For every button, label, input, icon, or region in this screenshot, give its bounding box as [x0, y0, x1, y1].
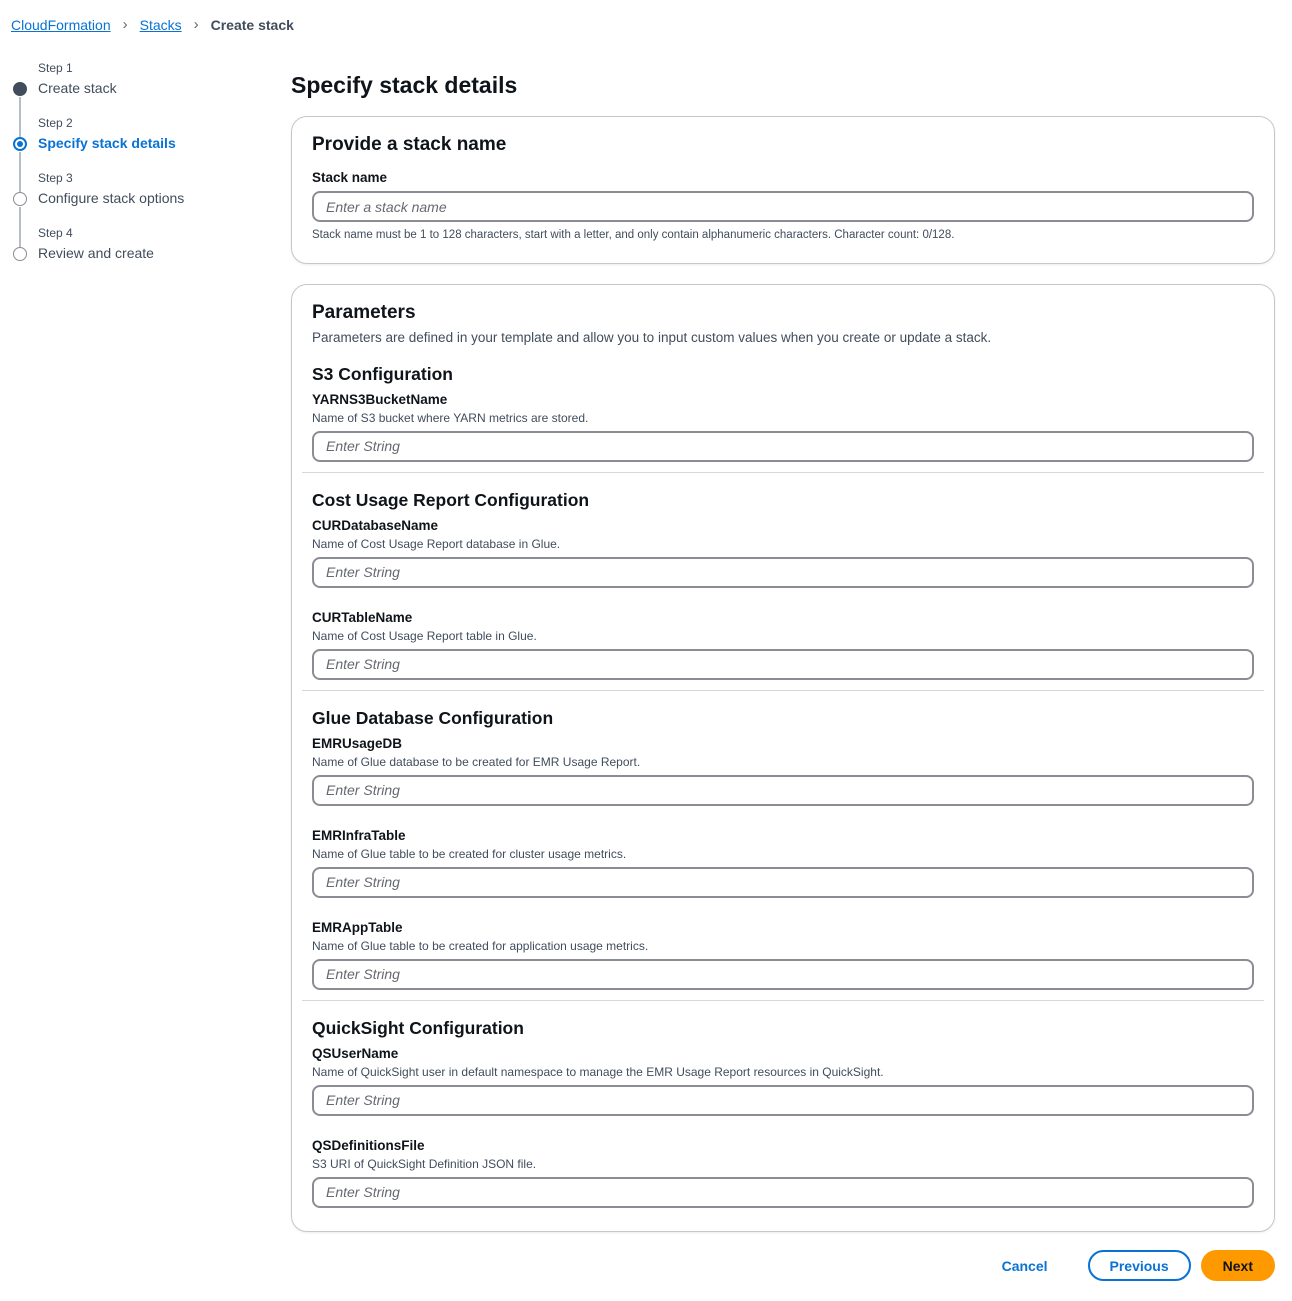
step-label: Configure stack options	[38, 190, 185, 206]
parameter-field	[312, 391, 1254, 462]
input-placeholder: Enter String	[326, 1092, 400, 1108]
next-button[interactable]: Next	[1201, 1250, 1275, 1281]
section-title: S3 Configuration	[312, 364, 453, 384]
step-number: Step 4	[38, 226, 73, 240]
breadcrumb	[11, 16, 294, 33]
section-title: QuickSight Configuration	[312, 1018, 524, 1038]
section-title: Cost Usage Report Configuration	[312, 490, 590, 510]
parameter-input[interactable]	[312, 557, 1254, 588]
wizard-steps	[12, 60, 272, 280]
step-4	[12, 225, 272, 280]
field-description: Name of Glue table to be created for cluster usage metrics.	[312, 847, 627, 861]
wizard-actions	[982, 1250, 1275, 1281]
section-title: Glue Database Configuration	[312, 708, 554, 728]
breadcrumb-current: Create stack	[210, 16, 294, 33]
parameter-field	[312, 827, 1254, 898]
parameter-field	[312, 735, 1254, 806]
parameters-panel	[291, 284, 1275, 1232]
parameters-description: Parameters are defined in your template and allow you to input custom values when you create or update a stack.	[312, 330, 992, 345]
step-number: Step 1	[38, 61, 73, 75]
input-placeholder: Enter String	[326, 656, 400, 672]
field-description: Name of QuickSight user in default namespace to manage the EMR Usage Report resources in QuickSight.	[312, 1065, 884, 1079]
page-title: Specify stack details	[291, 72, 518, 98]
field-label: EMRInfraTable	[312, 828, 406, 843]
field-description: Name of S3 bucket where YARN metrics are stored.	[312, 411, 589, 425]
parameter-section	[312, 348, 1254, 462]
stack-name-panel	[291, 116, 1275, 264]
parameter-input[interactable]	[312, 649, 1254, 680]
step-pending-icon	[13, 192, 27, 206]
step-2[interactable]	[12, 115, 272, 170]
step-active-icon	[13, 137, 27, 151]
parameter-field	[312, 1137, 1254, 1208]
parameter-input[interactable]	[312, 867, 1254, 898]
parameter-field	[312, 609, 1254, 680]
parameter-field	[312, 919, 1254, 990]
input-placeholder: Enter String	[326, 564, 400, 580]
parameter-section	[312, 691, 1254, 990]
input-placeholder: Enter String	[326, 966, 400, 982]
parameter-section	[312, 1001, 1254, 1208]
main-content	[291, 70, 1275, 1232]
breadcrumb-stacks[interactable]: Stacks	[139, 16, 182, 33]
field-label: YARNS3BucketName	[312, 392, 448, 407]
field-description: Name of Cost Usage Report table in Glue.	[312, 629, 537, 643]
parameter-field	[312, 1045, 1254, 1116]
input-placeholder: Enter String	[326, 782, 400, 798]
stack-name-input[interactable]	[312, 191, 1254, 222]
field-description: Name of Glue database to be created for EMR Usage Report.	[312, 755, 641, 769]
stack-name-hint: Stack name must be 1 to 128 characters, start with a letter, and only contain alphanumeric characters. Character count: 0/128.	[312, 229, 955, 241]
field-description: Name of Cost Usage Report database in Glue.	[312, 537, 561, 551]
cancel-button[interactable]: Cancel	[982, 1250, 1068, 1281]
panel-title: Provide a stack name	[312, 134, 507, 155]
step-3	[12, 170, 272, 225]
field-label: EMRUsageDB	[312, 736, 403, 751]
input-placeholder: Enter String	[326, 874, 400, 890]
step-label: Specify stack details	[38, 135, 176, 151]
previous-button[interactable]: Previous	[1088, 1250, 1191, 1281]
stack-name-label: Stack name	[312, 170, 388, 185]
step-label: Create stack	[38, 80, 117, 96]
parameter-input[interactable]	[312, 1085, 1254, 1116]
chevron-right-icon: ›	[193, 16, 199, 33]
panel-title: Parameters	[312, 302, 416, 323]
field-label: CURTableName	[312, 610, 413, 625]
field-label: QSDefinitionsFile	[312, 1138, 425, 1153]
parameter-section	[312, 473, 1254, 680]
input-placeholder: Enter String	[326, 438, 400, 454]
input-placeholder: Enter String	[326, 1184, 400, 1200]
breadcrumb-cloudformation[interactable]: CloudFormation	[11, 16, 111, 33]
step-pending-icon	[13, 247, 27, 261]
step-label: Review and create	[38, 245, 154, 261]
step-done-icon	[13, 82, 27, 96]
parameter-input[interactable]	[312, 1177, 1254, 1208]
parameter-field	[312, 517, 1254, 588]
field-description: S3 URI of QuickSight Definition JSON file.	[312, 1157, 537, 1171]
parameter-input[interactable]	[312, 775, 1254, 806]
field-label: CURDatabaseName	[312, 518, 439, 533]
parameter-input[interactable]	[312, 959, 1254, 990]
step-number: Step 3	[38, 171, 73, 185]
field-label: EMRAppTable	[312, 920, 403, 935]
step-number: Step 2	[38, 116, 73, 130]
field-description: Name of Glue table to be created for application usage metrics.	[312, 939, 649, 953]
step-1[interactable]	[12, 60, 272, 115]
chevron-right-icon: ›	[122, 16, 128, 33]
parameter-input[interactable]	[312, 431, 1254, 462]
field-label: QSUserName	[312, 1046, 399, 1061]
